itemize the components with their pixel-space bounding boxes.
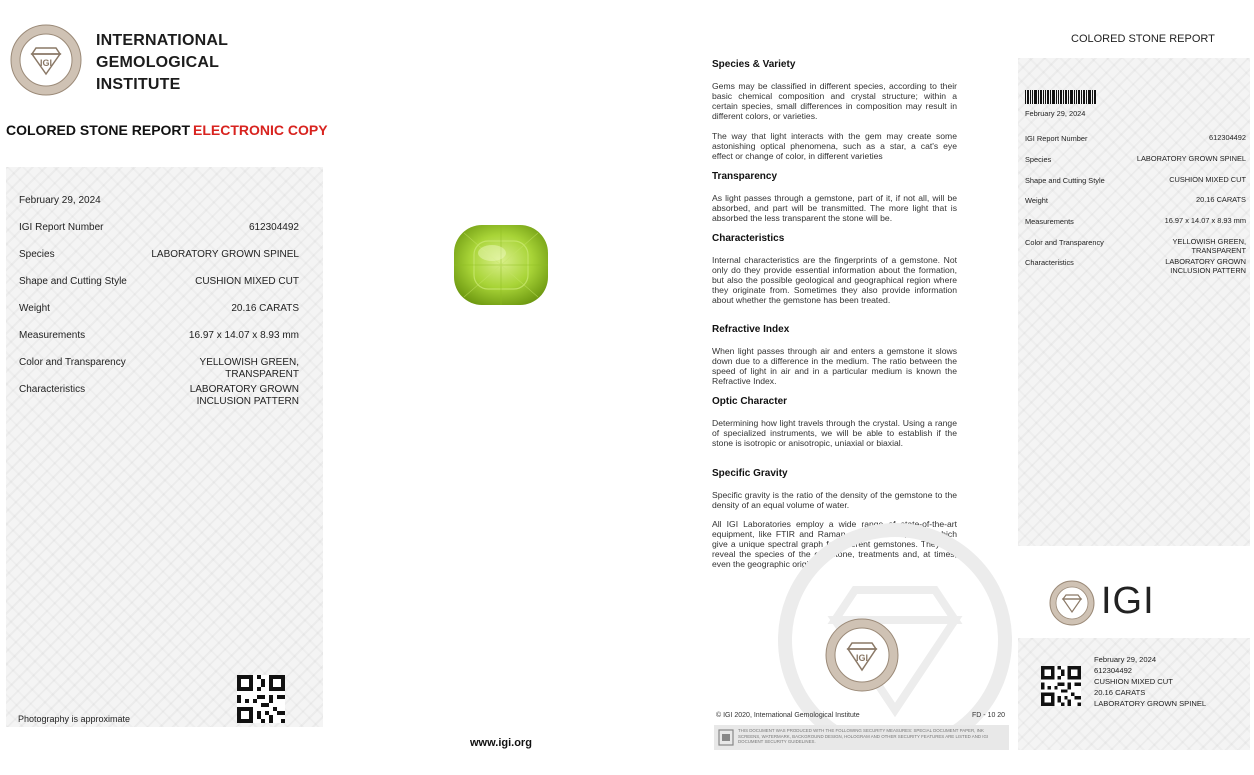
info-value: CUSHION MIXED CUT <box>195 276 299 287</box>
summary-label: Species <box>1025 155 1052 164</box>
summary-label: Color and Transparency <box>1025 238 1104 247</box>
info-value-line: INCLUSION PATTERN <box>196 396 299 407</box>
security-seal-icon <box>718 729 734 746</box>
tag-species: LABORATORY GROWN SPINEL <box>1094 699 1207 708</box>
form-code: FD - 10 20 <box>972 712 1006 719</box>
info-label: Measurements <box>19 330 86 341</box>
summary-value-line: TRANSPARENT <box>1191 245 1246 255</box>
summary-value-line: YELLOWISH GREEN, <box>1172 237 1246 246</box>
section-heading: Refractive Index <box>712 324 790 335</box>
section-paragraph: Gems may be classified in different species, according to their basic chemical composition and crystal structure; within a certain species, small differences in composition may result in different colors, or varieties. <box>712 81 957 121</box>
summary-value <box>1172 238 1246 255</box>
info-label: Characteristics <box>19 384 86 395</box>
section-paragraph: Internal characteristics are the fingerprints of a gemstone. Not only do they provide essential information about the formation, but also the possible geological and geographical region where they originate from. Sometimes they also provide information about whether the gemstone has been treated. <box>712 255 957 305</box>
summary-value <box>1165 258 1246 275</box>
tag-report-number: 612304492 <box>1094 666 1133 675</box>
photo-disclaimer: Photography is approximate <box>18 714 131 724</box>
section-paragraph: As light passes through a gemstone, part of it, if not all, will be absorbed, and part will be transmitted. The more light that is absorbed the less transparent the stone will be. <box>712 193 957 223</box>
section-paragraph: The way that light interacts with the gem may create some astonishing optical phenomena, such as a star, a cat's eye effect or change of color, in different varieties <box>712 131 957 161</box>
website-url[interactable]: www.igi.org <box>470 737 532 749</box>
svg-text:IGI: IGI <box>39 58 53 68</box>
info-value: 612304492 <box>248 222 299 233</box>
summary-value: 20.16 CARATS <box>1196 195 1246 204</box>
tag-shape: CUSHION MIXED CUT <box>1094 677 1173 686</box>
report-title: COLORED STONE REPORT <box>6 122 191 138</box>
institute-line-3: INSTITUTE <box>96 76 181 93</box>
section-heading: Species & Variety <box>712 59 796 70</box>
summary-label: IGI Report Number <box>1025 134 1088 143</box>
svg-text:IGI: IGI <box>855 653 869 663</box>
section-paragraph: Specific gravity is the ratio of the density of the gemstone to the density of an equal volume of water. <box>712 490 957 510</box>
report-title-right: COLORED STONE REPORT <box>1071 33 1215 45</box>
info-value <box>190 384 299 408</box>
section-heading: Characteristics <box>712 233 785 244</box>
summary-label: Characteristics <box>1025 258 1074 267</box>
security-strip <box>714 725 1009 750</box>
qr-code-icon <box>1041 666 1081 706</box>
info-label: Weight <box>19 303 50 314</box>
electronic-copy-label: ELECTRONIC COPY <box>193 122 328 138</box>
summary-value-line: INCLUSION PATTERN <box>1170 265 1246 275</box>
info-label: Shape and Cutting Style <box>19 276 127 287</box>
summary-date-value: February 29, 2024 <box>1025 109 1086 118</box>
report-details-panel <box>6 167 323 727</box>
gemstone-photo <box>452 223 550 307</box>
report-date-value: February 29, 2024 <box>19 195 101 206</box>
info-value-line: LABORATORY GROWN <box>189 384 299 395</box>
section-heading: Specific Gravity <box>712 468 788 479</box>
summary-value: 16.97 x 14.07 x 8.93 mm <box>1164 216 1246 225</box>
qr-code-icon <box>237 675 285 723</box>
igi-logo-text: IGI <box>1101 580 1155 622</box>
tag-weight: 20.16 CARATS <box>1094 688 1146 697</box>
info-label: Color and Transparency <box>19 357 126 368</box>
section-heading: Optic Character <box>712 396 788 407</box>
summary-value-line: LABORATORY GROWN <box>1165 257 1246 266</box>
summary-value: 612304492 <box>1209 133 1246 142</box>
info-value <box>200 357 299 381</box>
info-label: Species <box>19 249 55 260</box>
copyright-text: © IGI 2020, International Gemological Institute <box>716 712 860 719</box>
section-paragraph: When light passes through air and enters a gemstone it slows down due to a difference in the medium. The ratio between the speed of light in air and in a particular medium is known the Refractive Index. <box>712 346 957 386</box>
section-heading: Transparency <box>712 171 778 182</box>
info-value-line: YELLOWISH GREEN, <box>199 357 299 368</box>
igi-seal-icon <box>825 618 899 692</box>
igi-seal-icon <box>1049 580 1095 626</box>
tag-date: February 29, 2024 <box>1094 655 1157 664</box>
section-paragraph: Determining how light travels through the crystal. Using a range of specialized instruments, we will be able to establish if the stone is isotropic or anisotropic, uniaxial or biaxial. <box>712 418 957 448</box>
seal-year: 1975 <box>40 79 52 84</box>
info-label: IGI Report Number <box>19 222 104 233</box>
institute-name <box>96 30 228 96</box>
summary-value: LABORATORY GROWN SPINEL <box>1136 154 1246 163</box>
summary-value: CUSHION MIXED CUT <box>1169 175 1246 184</box>
watermark-seal-icon <box>775 500 1015 730</box>
section-paragraph: All IGI Laboratories employ a wide range of state-of-the-art equipment, like FTIR and Raman spectrometers, all of which give a unique spectral graph for different gemstones. They can reveal the species of the gemstone, treatments and, at times, even the geographic origin. <box>712 519 957 569</box>
info-value: 20.16 CARATS <box>231 303 299 314</box>
igi-seal-icon <box>10 24 82 96</box>
institute-line-2: GEMOLOGICAL <box>96 54 220 71</box>
security-note: THIS DOCUMENT WAS PRODUCED WITH THE FOLLOWING SECURITY MEASURES: SPECIAL DOCUMENT PAPER, INK SCREENS, WATERMARK, BACKGROUND DESIGN, HOLOGRAM AND OTHER SECURITY FEATURES ARE LISTED AND IGI DOCUMENT SECURITY GUIDELINES. <box>738 728 989 744</box>
barcode-icon <box>1025 90 1097 104</box>
summary-label: Measurements <box>1025 217 1074 226</box>
summary-label: Weight <box>1025 196 1048 205</box>
info-value: LABORATORY GROWN SPINEL <box>151 249 299 260</box>
institute-line-1: INTERNATIONAL <box>96 32 229 49</box>
summary-label: Shape and Cutting Style <box>1025 176 1105 185</box>
info-value: 16.97 x 14.07 x 8.93 mm <box>188 330 299 341</box>
info-value-line: TRANSPARENT <box>225 369 299 380</box>
report-summary-panel <box>1018 58 1250 546</box>
